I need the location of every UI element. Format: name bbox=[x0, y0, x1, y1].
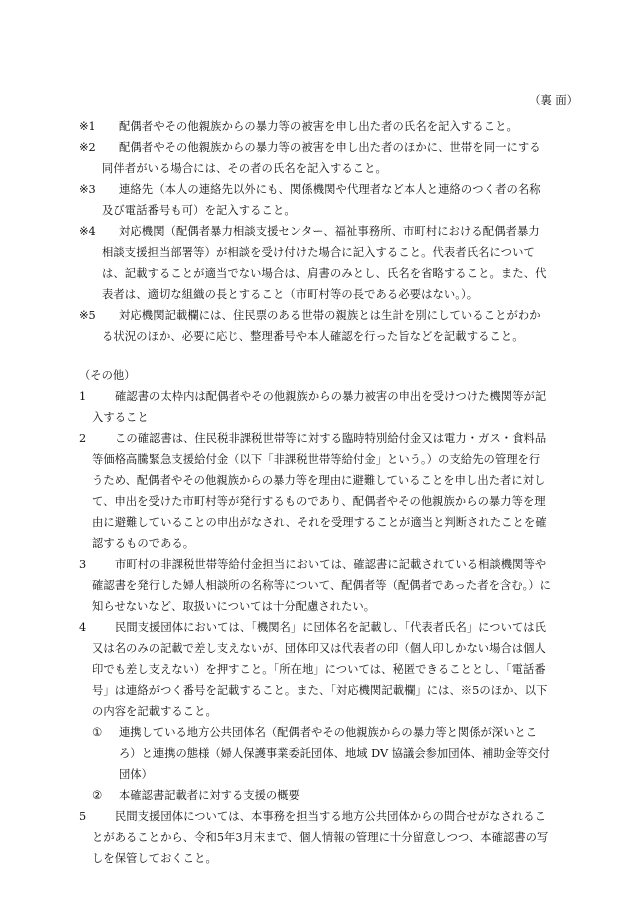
other-item-3 bbox=[79, 554, 551, 617]
note-mark: ※3 bbox=[79, 183, 96, 196]
note-4 bbox=[79, 221, 551, 305]
other-heading: （その他） bbox=[79, 369, 136, 382]
other-item-4 bbox=[79, 617, 551, 722]
item-number: 3 bbox=[79, 558, 87, 571]
note-mark: ※5 bbox=[79, 309, 96, 322]
item-number: 2 bbox=[79, 432, 87, 445]
sub-item-number: ① bbox=[92, 726, 103, 739]
item-text: 確認書の太枠内は配偶者やその他親族からの暴力被害の申出を受けつけた機関等が記入すること bbox=[92, 390, 547, 424]
item-text: この確認書は、住民税非課税世帯等に対する臨時特別給付金又は電力・ガス・食料品等価格高騰緊急支援給付金（以下「非課税世帯等給付金」という。）の支給先の管理を行うため、配偶者やその他親族からの暴力等を理由に避難していることを申し出た者に対して、申出を受けた市町村等が発行するものであり、配偶者やその他親族からの暴力等を理由に避難していることの申出がなされ、それを受理することが適当と判断されたことを確認するものである。 bbox=[92, 432, 547, 550]
note-text: 配偶者やその他親族からの暴力等の被害を申し出た者のほかに、世帯を同一にする同伴者がいる場合には、その者の氏名を記入すること。 bbox=[102, 141, 541, 175]
note-mark: ※4 bbox=[79, 225, 96, 238]
note-text: 配偶者やその他親族からの暴力等の被害を申し出た者の氏名を記入すること。 bbox=[119, 120, 518, 133]
item-text: 民間支援団体においては、「機関名」に団体名を記載し、「代表者氏名」については氏又は名のみの記載で差し支えないが、団体印又は代表者の印（個人印しかない場合は個人印でも差し支えない）を押すこと。「所在地」については、秘匿できることとし、「電話番号」は連絡がつく番号を記載すること。また、「対応機関記載欄」には、※5のほか、以下の内容を記載すること。 bbox=[92, 621, 548, 718]
other-item-2 bbox=[79, 428, 551, 554]
note-mark: ※1 bbox=[79, 120, 96, 133]
sub-item-2 bbox=[92, 785, 551, 806]
other-item-5 bbox=[79, 806, 551, 869]
item-number: 4 bbox=[79, 621, 87, 634]
note-text: 対応機関記載欄には、住民票のある世帯の親族とは生計を別にしていることがわかる状況のほか、必要に応じ、整理番号や本人確認を行った旨などを記載すること。 bbox=[102, 309, 541, 343]
side-label: （裏 面） bbox=[529, 94, 578, 107]
item-number: 5 bbox=[79, 810, 87, 823]
sub-item-number: ② bbox=[92, 789, 103, 802]
item-text: 市町村の非課税世帯等給付金担当においては、確認書に記載されている相談機関等や確認書を発行した婦人相談所の名称等について、配偶者等（配偶者であった者を含む。）に知らせないなど、取扱いについては十分配慮されたい。 bbox=[92, 558, 552, 613]
note-3 bbox=[79, 179, 551, 221]
item-text: 民間支援団体については、本事務を担当する地方公共団体からの問合せがなされることがあることから、令和5年3月末まで、個人情報の管理に十分留意しつつ、本確認書の写しを保管しておくこと。 bbox=[92, 810, 549, 865]
sub-item-1 bbox=[92, 722, 551, 785]
note-text: 対応機関（配偶者暴力相談支援センター、福祉事務所、市町村における配偶者暴力相談支援担当部署等）が相談を受け付けた場合に記入すること。代表者氏名については、記載することが適当でない場合は、肩書のみとし、氏名を省略すること。また、代表者は、適切な組織の長とすること（市町村等の長である必要はない。）。 bbox=[102, 225, 547, 301]
sub-item-text: 本確認書記載者に対する支援の概要 bbox=[119, 789, 300, 802]
note-5 bbox=[79, 305, 551, 347]
note-1 bbox=[79, 116, 551, 137]
note-text: 連絡先（本人の連絡先以外にも、関係機関や代理者など本人と連絡のつく者の名称及び電話番号も可）を記入すること。 bbox=[102, 183, 541, 217]
note-2 bbox=[79, 137, 551, 179]
sub-item-text: 連携している地方公共団体名（配偶者やその他親族からの暴力等と関係が深いところ）と連携の態様（婦人保護事業委託団体、地域 DV 協議会参加団体、補助金等交付団体） bbox=[119, 726, 550, 781]
note-mark: ※2 bbox=[79, 141, 96, 154]
other-item-1 bbox=[79, 386, 551, 428]
item-number: 1 bbox=[79, 390, 87, 403]
